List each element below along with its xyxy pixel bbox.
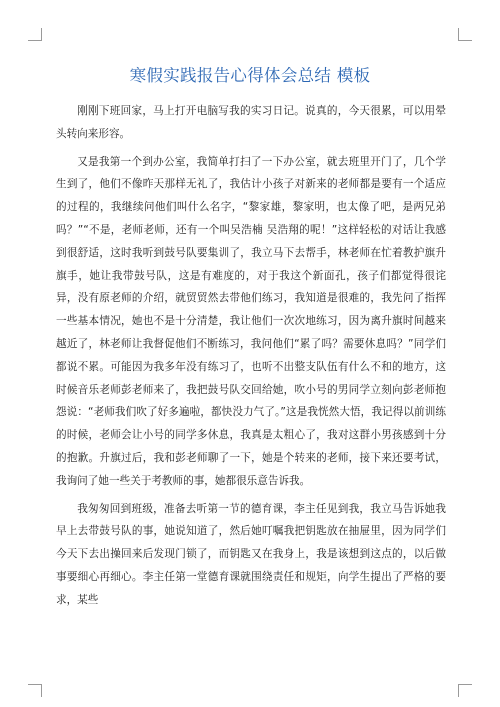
document-title: 寒假实践报告心得体会总结 模板 (129, 66, 371, 85)
crop-mark-bottom-left (28, 684, 42, 685)
crop-mark-top-left (41, 28, 42, 41)
document-body (56, 100, 446, 617)
crop-mark-top-left (28, 40, 42, 41)
paragraph: 刚刚下班回家，马上打开电脑写我的实习日记。说真的，今天很累，可以用晕头转向来形容。 (56, 105, 446, 140)
crop-mark-top-right (458, 40, 472, 41)
paragraph: 又是我第一个到办公室，我简单打扫了一下办公室，就去班里开门了，几个学生到了，他们不像昨天那样无礼了，我估计小孩子对新来的老师都是要有一个适应的过程的，我继续问他们叫什么名字，“黎家雄，黎家明，也太像了吧，是两兄弟吗？”“不是，老师老师，还有一个叫吴浩楠 吴浩翔的呢！”这样轻松的对话让我感到很舒适，这时我听到鼓号队要集训了，我立马下去帮手，林老师在忙着教护旗升旗手，她让我带鼓号队，这是有难度的，对于我这个新面孔，孩子们都觉得很诧异，没有原老师的介绍，就贸贸然去带他们练习，我知道是很难的，我先问了指挥一些基本情况，她也不是十分清楚，我让他们一次次地练习，因为离升旗时间越来越近了，林老师让我督促他们不断练习，我问他们“累了吗？需要休息吗？”同学们都说不累。可能因为我多年没有练习了，也听不出整支队伍有什么不和的地方，这时候音乐老师彭老师来了，我把鼓号队交回给她，吹小号的男同学立刻向彭老师抱怨说：“老师我们吹了好多遍啦，都快没力气了。”这是我恍然大悟，我记得以前训练的时候，老师会让小号的同学多休息，我真是太粗心了，我对这群小男孩感到十分的抱歉。升旗过后，我和彭老师聊了一下，她是个转来的老师，接下来还要考试，我询问了她一些关于考教师的事，她都很乐意告诉我。 (56, 155, 446, 487)
crop-mark-bottom-right (458, 684, 459, 697)
crop-mark-bottom-right (458, 684, 472, 685)
crop-mark-top-right (458, 28, 459, 41)
paragraph: 我匆匆回到班级，准备去听第一节的德育课，李主任见到我，我立马告诉她我早上去带鼓号队的事，她说知道了，然后她叮嘱我把钥匙放在抽屉里，因为同学们今天下去出操回来后发现门锁了，而钥匙又在我身上，我是该想到这点的，以后做事要细心再细心。李主任第一堂德育课就围绕责任和规矩，向学生提出了严格的要求，某些 (56, 502, 446, 606)
crop-mark-bottom-left (41, 684, 42, 697)
